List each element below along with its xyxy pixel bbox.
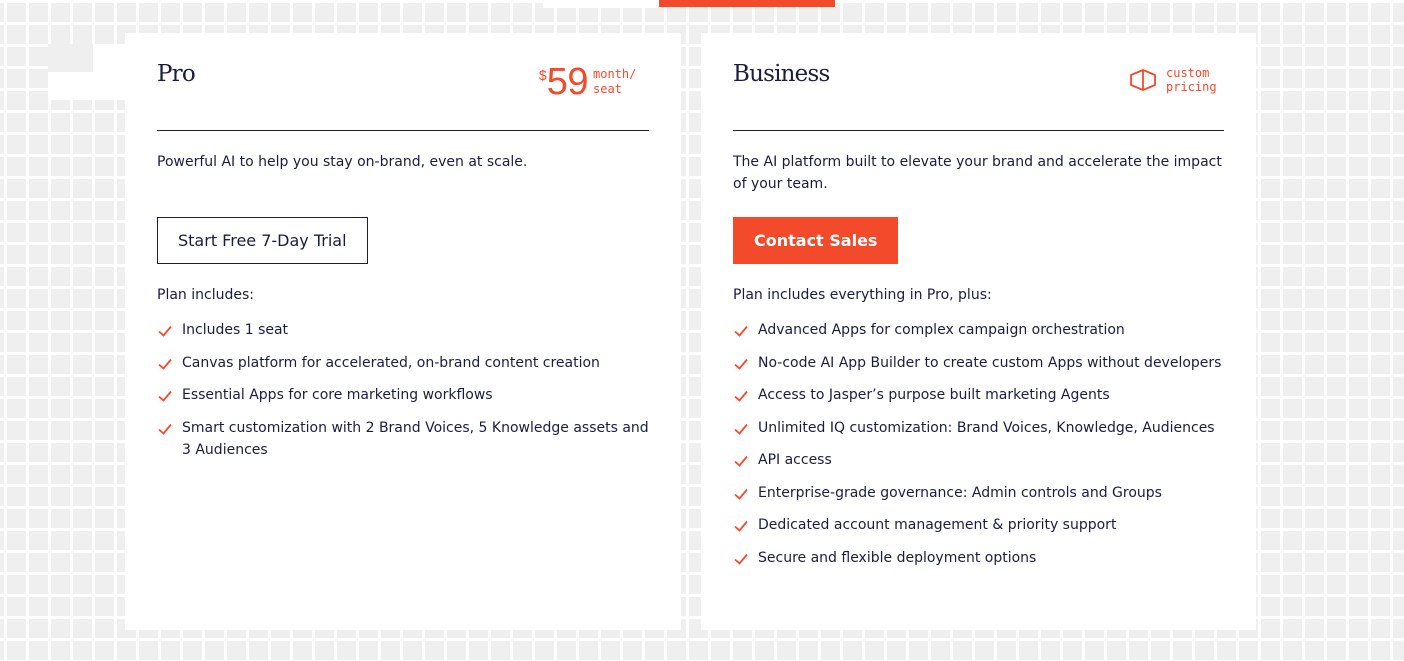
feature-item: [733, 352, 1224, 374]
plan-name: Pro: [157, 61, 195, 87]
billing-toggle[interactable]: [543, 0, 835, 8]
feature-text: Advanced Apps for complex campaign orchestration: [758, 322, 1125, 338]
check-icon: [733, 357, 749, 371]
custom-pricing: [1129, 66, 1224, 94]
plan-description: Powerful AI to help you stay on-brand, even at scale.: [157, 154, 528, 170]
feature-text: Essential Apps for core marketing workflows: [182, 387, 493, 403]
price-amount: 59: [546, 61, 588, 103]
business-plan-card: [701, 33, 1256, 630]
feature-text: Smart customization with 2 Brand Voices, 5 Knowledge assets and 3 Audiences: [182, 419, 649, 458]
billing-toggle-option-left[interactable]: [543, 0, 659, 8]
pro-card-header: [157, 33, 649, 131]
contact-sales-button[interactable]: Contact Sales: [733, 217, 898, 264]
check-icon: [157, 422, 173, 436]
feature-item: [733, 547, 1224, 569]
feature-text: Enterprise-grade governance: Admin controls and Groups: [758, 484, 1162, 501]
business-card-header: [733, 33, 1224, 131]
check-icon: [733, 324, 749, 338]
check-icon: [733, 389, 749, 403]
custom-pricing-label: custom pricing: [1166, 66, 1217, 94]
feature-item: [733, 417, 1224, 439]
feature-item: [733, 482, 1224, 504]
feature-text: API access: [758, 452, 832, 468]
feature-list: [733, 319, 1224, 569]
feature-list: [157, 319, 649, 461]
check-icon: [733, 552, 749, 566]
check-icon: [157, 324, 173, 338]
feature-text: Secure and flexible deployment options: [758, 549, 1037, 566]
feature-text: Access to Jasper’s purpose built marketing Agents: [758, 387, 1110, 403]
check-icon: [157, 357, 173, 371]
feature-text: Unlimited IQ customization: Brand Voices, Knowledge, Audiences: [758, 419, 1215, 436]
feature-item: [157, 352, 649, 374]
cube-icon: [1129, 68, 1157, 92]
pro-plan-card: [125, 33, 681, 630]
check-icon: [733, 487, 749, 501]
start-free-trial-button[interactable]: Start Free 7-Day Trial: [157, 217, 368, 264]
plan-name: Business: [733, 61, 830, 87]
plan-includes-title: Plan includes everything in Pro, plus:: [733, 287, 992, 303]
feature-item: [733, 384, 1224, 406]
feature-item: [157, 319, 649, 341]
feature-text: No-code AI App Builder to create custom Apps without developers: [758, 354, 1222, 371]
feature-item: [733, 319, 1224, 341]
billing-toggle-option-right[interactable]: [659, 0, 835, 7]
check-icon: [733, 422, 749, 436]
check-icon: [733, 454, 749, 468]
feature-text: Canvas platform for accelerated, on-brand content creation: [182, 354, 600, 371]
price: [539, 63, 649, 101]
feature-text: Dedicated account management & priority support: [758, 517, 1117, 533]
plan-description: The AI platform built to elevate your brand and accelerate the impact of your team.: [733, 154, 1222, 192]
feature-item: [157, 417, 649, 461]
price-period: month/ seat: [593, 67, 637, 96]
feature-text: Includes 1 seat: [182, 322, 289, 338]
check-icon: [157, 389, 173, 403]
feature-item: [733, 449, 1224, 471]
background-patch: [48, 44, 93, 72]
feature-item: [733, 514, 1224, 536]
price-currency: $: [538, 67, 547, 83]
feature-item: [157, 384, 649, 406]
plan-includes-title: Plan includes:: [157, 287, 254, 303]
check-icon: [733, 519, 749, 533]
